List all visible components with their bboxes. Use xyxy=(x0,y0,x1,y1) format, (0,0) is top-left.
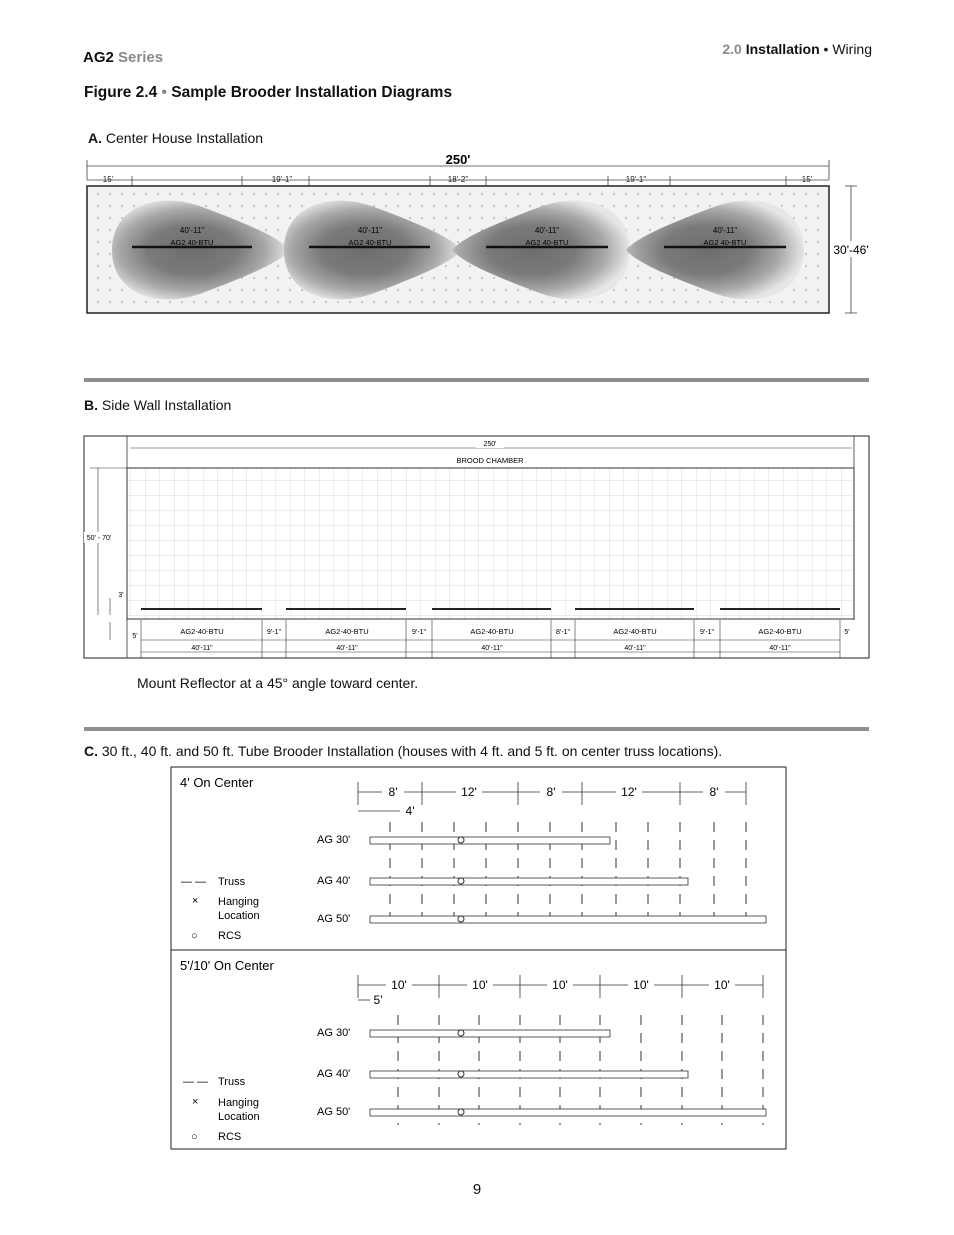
diagram-b-height: 50' - 70' xyxy=(86,535,112,542)
diagram-a-spacing-4: 19'-1" xyxy=(625,175,647,184)
p2-dim-1: 10' xyxy=(391,978,407,992)
end-gap: 5' xyxy=(844,629,850,636)
figure-label: Figure 2.4 xyxy=(84,84,158,101)
p2-rcs-50 xyxy=(458,1109,464,1115)
brooder-1-length: 40'-11" xyxy=(179,226,205,235)
diagram-a-letter: A. xyxy=(88,130,102,146)
p1-dim-2: 12' xyxy=(461,785,477,799)
sidewall-brooder-1-model: AG2-40-BTU xyxy=(180,627,224,636)
p1-sub-dim: 4' xyxy=(405,804,415,818)
p1-legend-rcs: RCS xyxy=(218,930,242,942)
figure-title-text: Sample Brooder Installation Diagrams xyxy=(171,84,453,101)
p1-dim-4: 12' xyxy=(621,785,637,799)
sidewall-brooder-1-length: 40'-11" xyxy=(191,645,213,652)
diagram-a-overall-length: 250' xyxy=(445,152,471,167)
diagram-a-width: 30'-46' xyxy=(833,243,869,257)
p1-dim-5: 8' xyxy=(709,785,719,799)
sidewall-brooder-3-length: 40'-11" xyxy=(481,645,503,652)
panel-2-title: 5'/10' On Center xyxy=(180,958,274,973)
p1-row-ag40: AG 40' xyxy=(317,875,351,887)
series-word: Series xyxy=(118,49,164,66)
sidewall-brooder-3-model: AG2-40-BTU xyxy=(470,627,514,636)
diagram-a-spacing-1: 15' xyxy=(102,175,114,184)
sidewall-brooder-2-length: 40'-11" xyxy=(336,645,358,652)
diagram-a-spacing-3: 18'-2" xyxy=(447,175,469,184)
p2-legend-rcs-symbol: ○ xyxy=(191,1131,198,1143)
brood-chamber-label: BROOD CHAMBER xyxy=(456,456,524,465)
p2-legend-hanging-symbol: × xyxy=(192,1096,199,1108)
offset-5: 5' xyxy=(132,633,138,640)
figure-separator: • xyxy=(161,84,167,101)
reflector-note: Mount Reflector at a 45° angle toward center. xyxy=(137,675,419,691)
p1-legend-truss: Truss xyxy=(218,876,246,888)
diagram-a-spacing-5: 15' xyxy=(801,175,813,184)
section-name: Installation xyxy=(745,41,820,57)
brooder-3-length: 40'-11" xyxy=(534,226,560,235)
p2-dim-2: 10' xyxy=(472,978,488,992)
brooder-2-length: 40'-11" xyxy=(357,226,383,235)
diagram-a-spacing-2: 19'-1" xyxy=(271,175,293,184)
p2-dim-5: 10' xyxy=(714,978,730,992)
p1-dim-3: 8' xyxy=(546,785,556,799)
p1-rcs-40 xyxy=(458,878,464,884)
sidewall-brooder-4-length: 40'-11" xyxy=(624,645,646,652)
section-separator: • xyxy=(823,41,829,57)
offset-3: 3' xyxy=(118,592,124,599)
p2-sub-dim: 5' xyxy=(373,993,383,1007)
p2-dim-4: 10' xyxy=(633,978,649,992)
brooder-4-length: 40'-11" xyxy=(712,226,738,235)
brooder-2-model: AG2 40-BTU xyxy=(348,238,392,247)
p1-legend-hanging-symbol: × xyxy=(192,895,199,907)
p1-rcs-50 xyxy=(458,916,464,922)
p1-legend-rcs-symbol: ○ xyxy=(191,930,198,942)
p1-dim-1: 8' xyxy=(388,785,398,799)
p1-row-ag50: AG 50' xyxy=(317,913,351,925)
p2-row-ag30: AG 30' xyxy=(317,1027,351,1039)
page-number: 9 xyxy=(472,1181,482,1198)
p2-legend-truss-symbol: — — xyxy=(183,1076,209,1088)
p2-rcs-40 xyxy=(458,1071,464,1077)
panel-1-title: 4' On Center xyxy=(180,775,254,790)
brooder-1-model: AG2 40-BTU xyxy=(170,238,214,247)
p1-legend-truss-symbol: — — xyxy=(181,876,207,888)
section-number: 2.0 xyxy=(722,41,742,57)
diagram-b-overall-length: 250' xyxy=(483,441,497,448)
series-brand: AG2 xyxy=(83,49,114,66)
diagram-b-caption-text: Side Wall Installation xyxy=(101,397,232,413)
sidewall-brooder-4-model: AG2-40-BTU xyxy=(613,627,657,636)
diagram-b-letter: B. xyxy=(84,397,98,413)
sidewall-brooder-5-model: AG2-40-BTU xyxy=(758,627,802,636)
p1-legend-hanging-2: Location xyxy=(218,910,260,922)
p1-rcs-30 xyxy=(458,837,464,843)
p2-legend-hanging-2: Location xyxy=(218,1111,260,1123)
sidewall-brooder-2-model: AG2-40-BTU xyxy=(325,627,369,636)
p2-dim-3: 10' xyxy=(552,978,568,992)
p2-legend-truss: Truss xyxy=(218,1076,246,1088)
p2-rcs-30 xyxy=(458,1030,464,1036)
p1-row-ag30: AG 30' xyxy=(317,834,351,846)
gap-4: 9'-1" xyxy=(700,629,714,636)
p2-legend-hanging-1: Hanging xyxy=(218,1097,259,1109)
diagram-a-caption-text: Center House Installation xyxy=(105,130,264,146)
brooder-4-model: AG2 40-BTU xyxy=(703,238,747,247)
diagram-c-caption-text: 30 ft., 40 ft. and 50 ft. Tube Brooder Installation (houses with 4 ft. and 5 ft. on center truss locations). xyxy=(101,743,723,759)
p2-row-ag40: AG 40' xyxy=(317,1068,351,1080)
gap-3: 8'-1" xyxy=(556,629,570,636)
p2-row-ag50: AG 50' xyxy=(317,1106,351,1118)
brooder-3-model: AG2 40-BTU xyxy=(525,238,569,247)
diagram-c-letter: C. xyxy=(84,743,98,759)
sidewall-brooder-5-length: 40'-11" xyxy=(769,645,791,652)
section-subname: Wiring xyxy=(832,41,872,57)
p1-legend-hanging-1: Hanging xyxy=(218,896,259,908)
gap-2: 9'-1" xyxy=(412,629,426,636)
p2-legend-rcs: RCS xyxy=(218,1131,242,1143)
gap-1: 9'-1" xyxy=(267,629,281,636)
